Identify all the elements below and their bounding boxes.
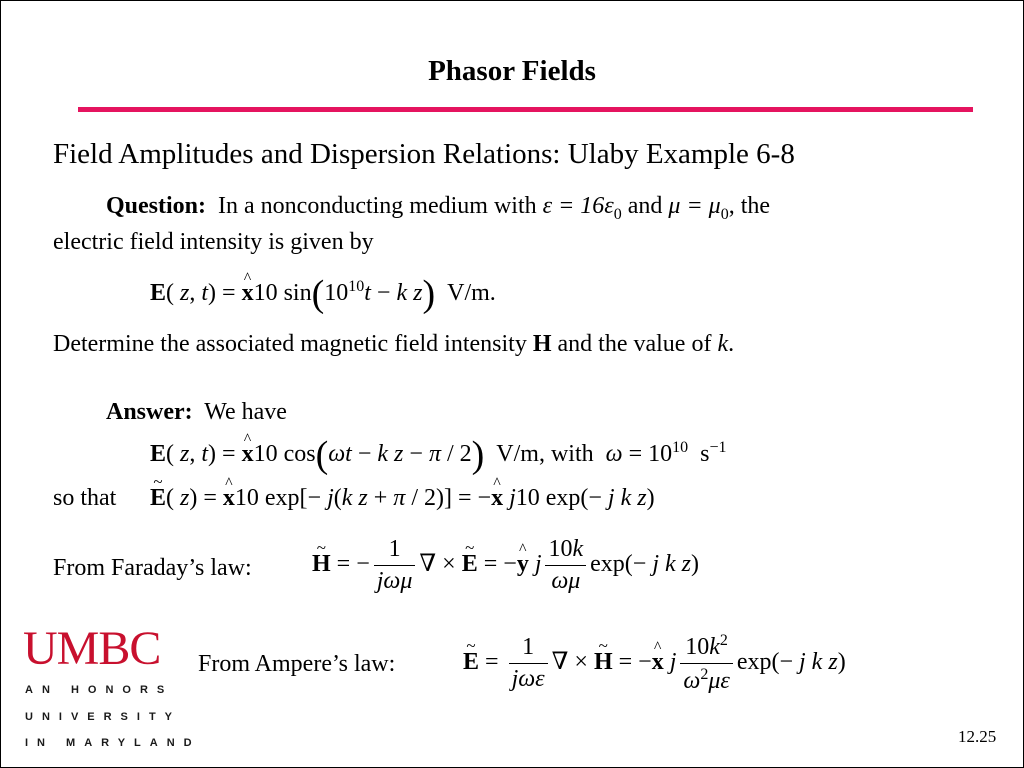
question-label: Question: bbox=[106, 193, 207, 219]
e-field-equation: E( z, t) = ^ x10 $\sin(10^{10}t - k$ z) V/m. bbox=[150, 278, 496, 307]
eps-subscript: 0 bbox=[613, 205, 622, 223]
question-intro: In a nonconducting medium with bbox=[218, 193, 537, 219]
determine-line bbox=[53, 331, 734, 358]
page-number: 12.25 bbox=[958, 727, 997, 746]
mu-subscript: 0 bbox=[720, 205, 729, 223]
answer-intro: We have bbox=[204, 399, 287, 425]
so-that-label: so that bbox=[53, 485, 117, 511]
and-text: and bbox=[627, 193, 663, 219]
question-line bbox=[106, 193, 770, 224]
determine-end: . bbox=[728, 331, 735, 357]
determine-text-a: Determine the associated magnetic field intensity bbox=[53, 331, 527, 357]
e-field-unit: V/m. bbox=[447, 280, 496, 306]
answer-unit: V/m, with bbox=[496, 441, 594, 467]
question-line-2: electric field intensity is given by bbox=[53, 229, 374, 255]
answer-equation: E( z, t) = ^ x10 cos(ωt − k z − π / 2) V/m, with $\omega = 10^{10}$ $s^{-1}$ bbox=[150, 439, 727, 468]
logo-line-3: IN MARYLAND bbox=[25, 737, 201, 749]
faraday-label: From Faraday’s law: bbox=[53, 555, 252, 581]
answer-line bbox=[106, 399, 287, 426]
answer-label: Answer: bbox=[106, 399, 193, 425]
eps-expression: ε = 16ε bbox=[542, 193, 614, 219]
slide-title: Phasor Fields bbox=[428, 55, 596, 87]
ampere-label: From Ampere’s law: bbox=[198, 651, 396, 677]
determine-k: k bbox=[717, 331, 729, 357]
faraday-equation: ~ H = − $\frac{1}{\text{jωμ}}$ ∇ × ~ E = −^ y j $\frac{10k}{\omega\mu}$ exp(− j k z) bbox=[312, 536, 699, 595]
logo-line-1: AN HONORS bbox=[25, 684, 174, 696]
mu-expression: μ = μ bbox=[668, 193, 721, 219]
determine-H: H bbox=[532, 331, 552, 357]
phasor-equation: ~ E( z) = ^ x10 exp[− j(k z + π / 2)] = −^ x j10 exp(− j k z) bbox=[150, 485, 655, 512]
ampere-equation: ~ E = $\frac{1}{\text{jωε}}$ ∇ × ~ H = −^ x j $\frac{10k^2}{\omega^2\mu\varepsilon}$ exp(− j k z) bbox=[463, 632, 846, 695]
title-rule bbox=[78, 107, 973, 112]
determine-text-b: and the value of bbox=[557, 331, 712, 357]
umbc-logo: UMBC bbox=[23, 622, 161, 675]
question-tail: , the bbox=[728, 193, 771, 219]
section-heading: Field Amplitudes and Dispersion Relations: Ulaby Example 6-8 bbox=[53, 138, 795, 170]
logo-line-2: UNIVERSITY bbox=[25, 711, 182, 723]
